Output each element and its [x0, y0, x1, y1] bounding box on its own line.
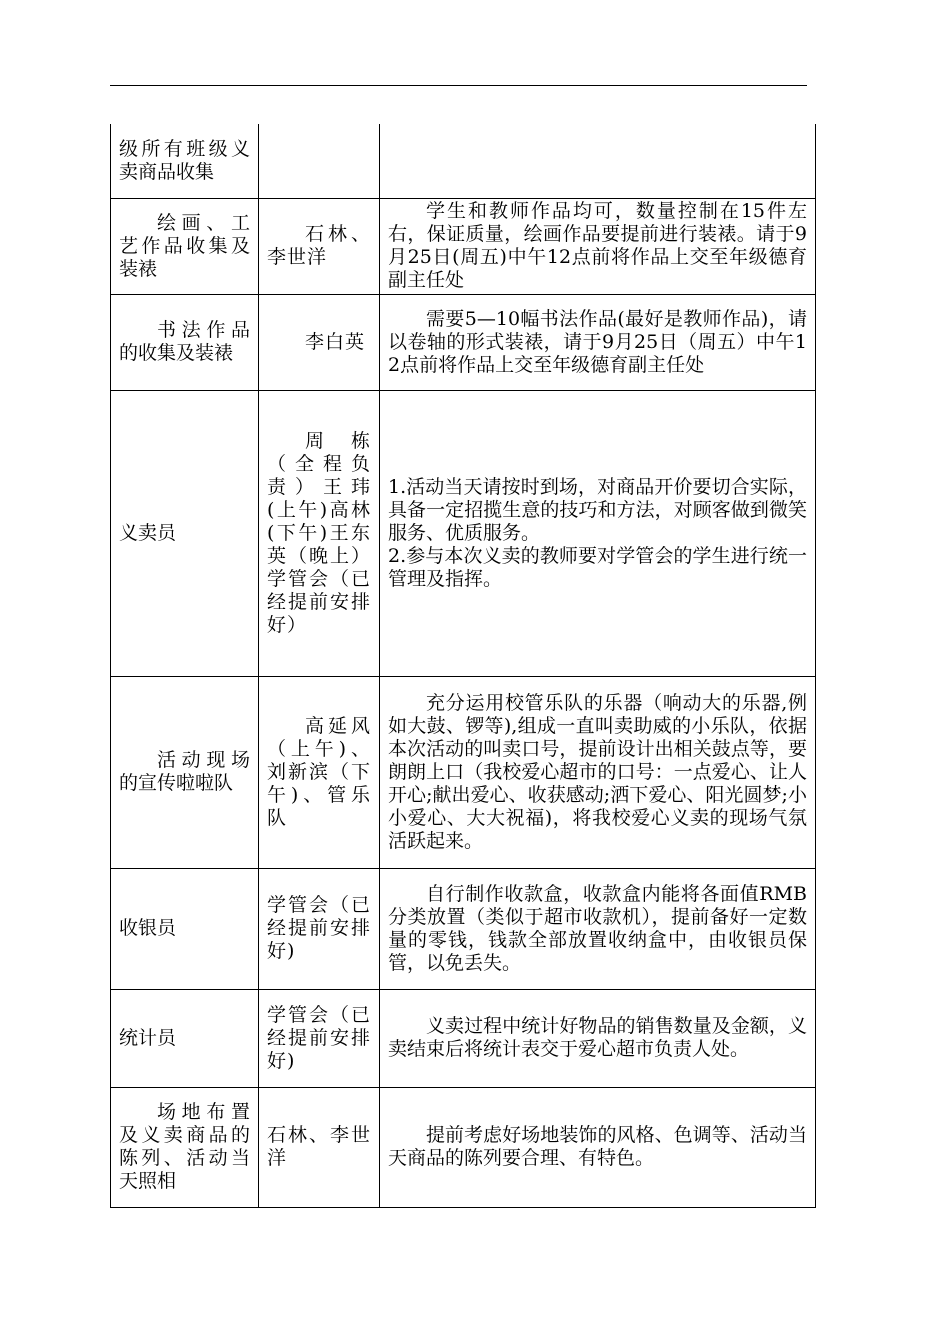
header-rule	[110, 85, 807, 86]
task-cell: 书法作品的收集及装裱	[111, 294, 259, 390]
person-cell: 周栋（全程负责）王玮(上午)高林(下午)王东英（晚上）学管会（已经提前安排好）	[259, 390, 380, 676]
task-cell: 活动现场的宣传啦啦队	[111, 676, 259, 868]
person-cell: 学管会（已经提前安排好)	[259, 868, 380, 989]
table-row	[111, 868, 816, 989]
table-row	[111, 198, 816, 294]
task-cell: 场地布置及义卖商品的陈列、活动当天照相	[111, 1087, 259, 1207]
task-cell: 义卖员	[111, 390, 259, 676]
table-row	[111, 124, 816, 198]
person-cell	[259, 124, 380, 198]
task-cell: 统计员	[111, 989, 259, 1087]
table-row	[111, 676, 816, 868]
person-cell: 高延风（上午)、刘新滨（下午)、管乐队	[259, 676, 380, 868]
person-cell: 石林、李世洋	[259, 198, 380, 294]
detail-cell: 自行制作收款盒，收款盒内能将各面值RMB分类放置（类似于超市收款机），提前备好一定数量的零钱，钱款全部放置收纳盒中，由收银员保管，以免丢失。	[380, 868, 816, 989]
task-cell: 级所有班级义卖商品收集	[111, 124, 259, 198]
person-cell: 李白英	[259, 294, 380, 390]
detail-cell: 学生和教师作品均可，数量控制在15件左右，保证质量，绘画作品要提前进行装裱。请于9月25日(周五)中午12点前将作品上交至年级德育副主任处	[380, 198, 816, 294]
task-table	[110, 124, 816, 1208]
task-cell: 收银员	[111, 868, 259, 989]
task-cell: 绘画、工艺作品收集及装裱	[111, 198, 259, 294]
person-cell: 学管会（已经提前安排好)	[259, 989, 380, 1087]
detail-cell: 需要5—10幅书法作品(最好是教师作品)，请以卷轴的形式装裱，请于9月25日（周五）中午12点前将作品上交至年级德育副主任处	[380, 294, 816, 390]
table-row	[111, 294, 816, 390]
detail-paragraph: 1.活动当天请按时到场，对商品开价要切合实际，具备一定招揽生意的技巧和方法，对顾客做到微笑服务、优质服务。	[388, 475, 807, 544]
table-row	[111, 1087, 816, 1207]
table-row	[111, 989, 816, 1087]
person-cell: 石林、李世洋	[259, 1087, 380, 1207]
detail-cell	[380, 390, 816, 676]
table-row	[111, 390, 816, 676]
detail-cell: 提前考虑好场地装饰的风格、色调等、活动当天商品的陈列要合理、有特色。	[380, 1087, 816, 1207]
detail-cell: 义卖过程中统计好物品的销售数量及金额，义卖结束后将统计表交于爱心超市负责人处。	[380, 989, 816, 1087]
detail-paragraph: 2.参与本次义卖的教师要对学管会的学生进行统一管理及指挥。	[388, 544, 807, 590]
detail-cell: 充分运用校管乐队的乐器（响动大的乐器,例如大鼓、锣等),组成一直叫卖助威的小乐队，依据本次活动的叫卖口号，提前设计出相关鼓点等，要朗朗上口（我校爱心超市的口号：一点爱心、让人开心;献出爱心、收获感动;洒下爱心、阳光圆梦;小小爱心、大大祝福)，将我校爱心义卖的现场气氛活跃起来。	[380, 676, 816, 868]
detail-cell	[380, 124, 816, 198]
